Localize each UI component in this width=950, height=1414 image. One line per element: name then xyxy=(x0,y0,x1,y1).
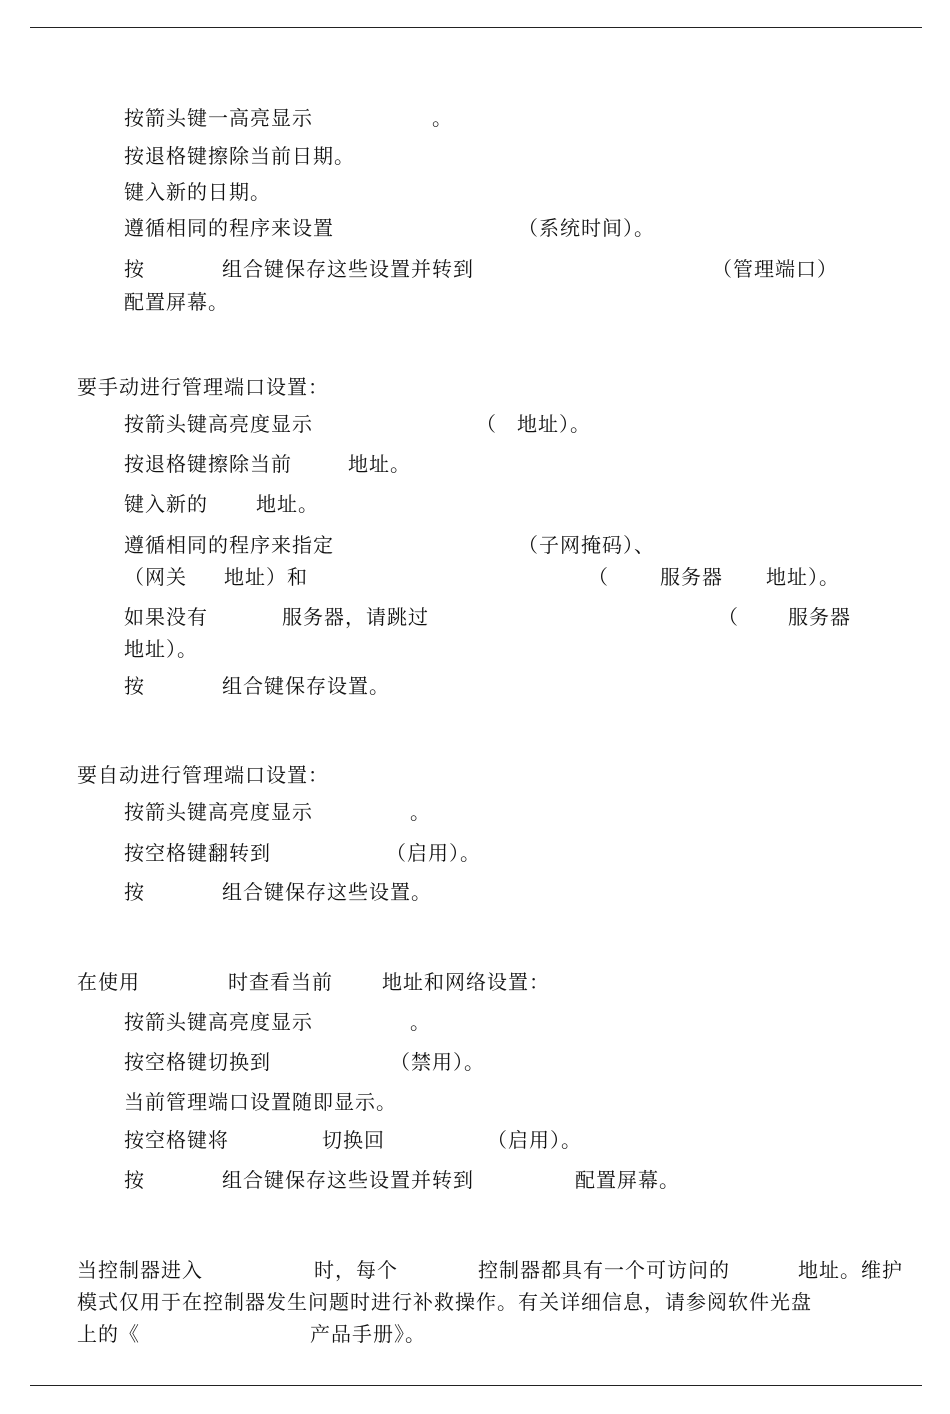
manual-step5-skip: 服务器，请跳过 xyxy=(282,605,429,629)
note-line1-c: 控制器都具有一个可访问的 xyxy=(478,1258,730,1282)
manual-step2-end: 地址。 xyxy=(348,452,411,476)
view-step1-end: 。 xyxy=(410,1010,431,1034)
view-step5-text: 组合键保存这些设置并转到 xyxy=(222,1168,474,1192)
manual-step3-end: 地址。 xyxy=(256,492,319,516)
date-step5-end: （管理端口） xyxy=(712,257,838,281)
manual-step6-text: 组合键保存设置。 xyxy=(222,674,390,698)
view-heading-b: 时查看当前 xyxy=(228,970,333,994)
note-line1-a: 当控制器进入 xyxy=(77,1258,203,1282)
manual-step1-text: 按箭头键高亮度显示 xyxy=(124,412,313,436)
manual-heading: 要手动进行管理端口设置： xyxy=(77,375,329,399)
manual-step4-gateway: （网关 xyxy=(124,565,187,589)
auto-step3-text: 组合键保存这些设置。 xyxy=(222,880,432,904)
date-step5-press: 按 xyxy=(124,257,145,281)
footer-rule xyxy=(30,1385,922,1386)
date-step5-text: 组合键保存这些设置并转到 xyxy=(222,257,474,281)
note-line1-d: 地址。维护 xyxy=(798,1258,903,1282)
manual-step4-server: 服务器 xyxy=(660,565,723,589)
auto-step2-end: （启用）。 xyxy=(386,841,481,865)
manual-step1-paren: （ xyxy=(476,412,497,436)
manual-step5-server: 服务器 xyxy=(788,605,851,629)
view-step4-mid: 切换回 xyxy=(322,1128,385,1152)
auto-step1-text: 按箭头键高亮度显示 xyxy=(124,800,313,824)
manual-step6-press: 按 xyxy=(124,674,145,698)
date-step1-text: 按箭头键一高亮显示 xyxy=(124,106,313,130)
manual-step4-text: 遵循相同的程序来指定 xyxy=(124,533,334,557)
note-line3-b: 产品手册》。 xyxy=(310,1322,426,1346)
date-step2-text: 按退格键擦除当前日期。 xyxy=(124,144,355,168)
view-step2-end: （禁用）。 xyxy=(390,1050,485,1074)
date-step1-end: 。 xyxy=(432,106,453,130)
manual-step3-text: 键入新的 xyxy=(124,492,208,516)
view-step4-end: （启用）。 xyxy=(487,1128,582,1152)
date-step4-end: （系统时间）。 xyxy=(518,216,655,240)
manual-step1-end: 地址）。 xyxy=(517,412,591,436)
view-heading-c: 地址和网络设置： xyxy=(382,970,550,994)
date-step5-cont: 配置屏幕。 xyxy=(124,290,229,314)
manual-step4-end: （子网掩码）、 xyxy=(518,533,655,557)
manual-step4-and: 地址）和 xyxy=(224,565,308,589)
view-heading-a: 在使用 xyxy=(77,970,140,994)
auto-step2-text: 按空格键翻转到 xyxy=(124,841,271,865)
date-step4-text: 遵循相同的程序来设置 xyxy=(124,216,334,240)
date-step3-text: 键入新的日期。 xyxy=(124,180,271,204)
manual-step5-cont: 地址）。 xyxy=(124,637,198,661)
note-line3-a: 上的《 xyxy=(77,1322,140,1346)
manual-step2-text: 按退格键擦除当前 xyxy=(124,452,292,476)
note-line1-b: 时，每个 xyxy=(314,1258,398,1282)
view-step1-text: 按箭头键高亮度显示 xyxy=(124,1010,313,1034)
auto-step3-press: 按 xyxy=(124,880,145,904)
auto-heading: 要自动进行管理端口设置： xyxy=(77,763,329,787)
view-step5-press: 按 xyxy=(124,1168,145,1192)
manual-step4-address: 地址）。 xyxy=(766,565,840,589)
note-line2: 模式仅用于在控制器发生问题时进行补救操作。有关详细信息，请参阅软件光盘 xyxy=(77,1290,812,1314)
manual-step5-text: 如果没有 xyxy=(124,605,208,629)
auto-step1-end: 。 xyxy=(410,800,431,824)
view-step2-text: 按空格键切换到 xyxy=(124,1050,271,1074)
view-step5-end: 配置屏幕。 xyxy=(575,1168,680,1192)
view-step3-text: 当前管理端口设置随即显示。 xyxy=(124,1090,397,1114)
manual-step5-paren: （ xyxy=(718,605,739,629)
manual-step4-paren: （ xyxy=(588,565,609,589)
view-step4-text: 按空格键将 xyxy=(124,1128,229,1152)
header-rule xyxy=(30,27,922,28)
